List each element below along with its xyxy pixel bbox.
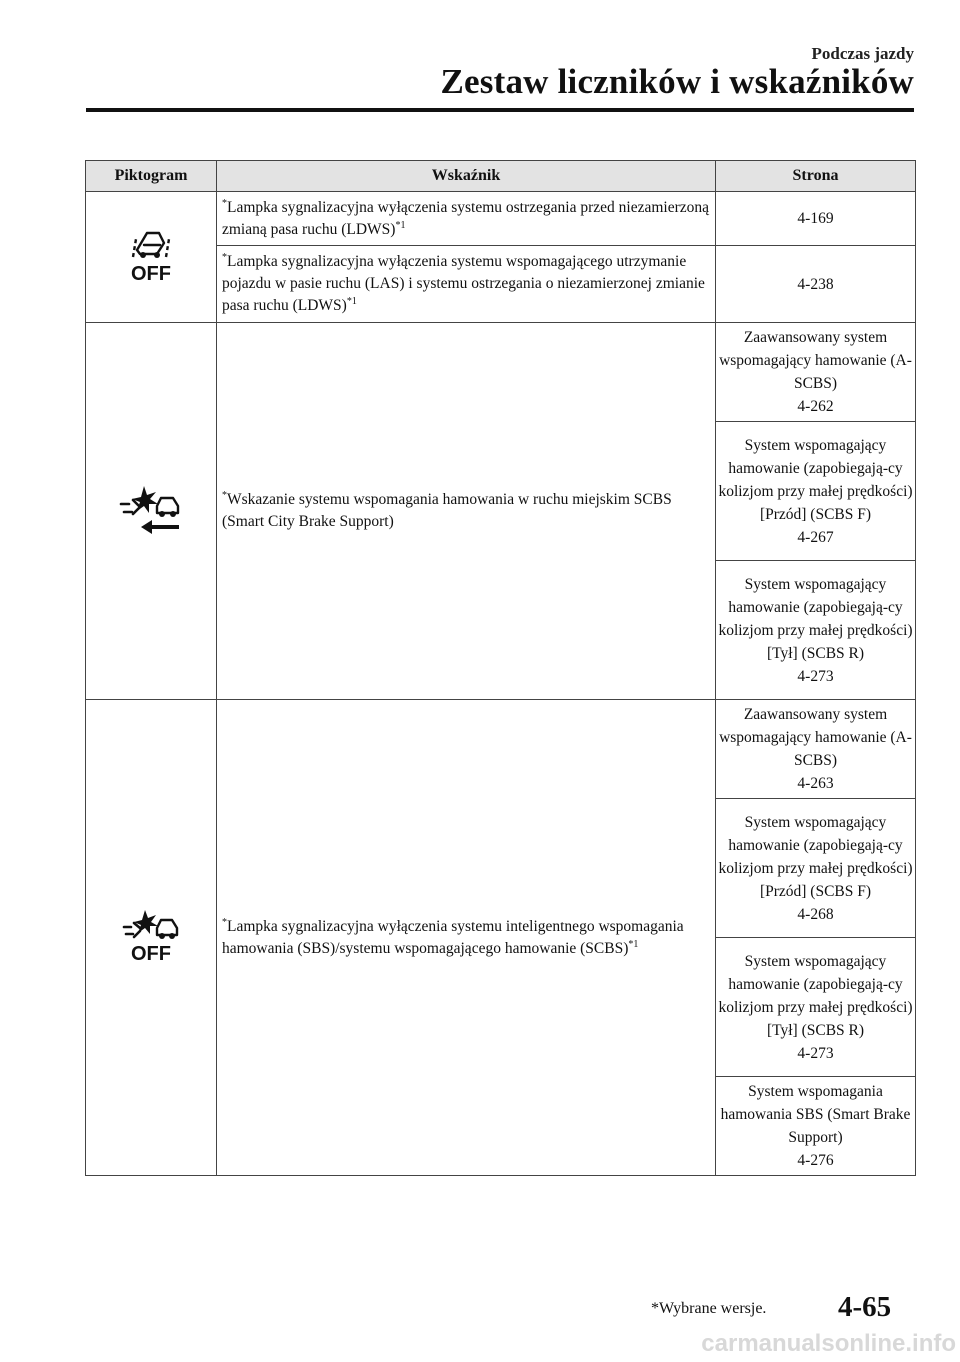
footnote: *Wybrane wersje. (651, 1300, 767, 1317)
table-row (86, 192, 916, 246)
pictogram-cell (86, 192, 217, 323)
title-rule (86, 108, 914, 112)
page-reference: 4-169 (716, 192, 916, 246)
page-reference: System wspomagający hamowanie (zapobiegają-cy kolizjom przy małej prędkości) [Tył] (SCBS R) 4-273 (716, 561, 916, 700)
table-header-row (86, 161, 916, 192)
page-reference: Zaawansowany system wspomagający hamowanie (A-SCBS) 4-262 (716, 323, 916, 422)
page-title: Zestaw liczników i wskaźników (440, 62, 914, 101)
page-number: 4-65 (838, 1291, 892, 1323)
svg-text:OFF: OFF (131, 943, 171, 963)
column-header-indicator: Wskaźnik (217, 161, 716, 192)
section-label: Podczas jazdy (811, 44, 914, 63)
column-header-page: Strona (716, 161, 916, 192)
indicator-description: *Lampka sygnalizacyjna wyłączenia systemu inteligentnego wspomagania hamowania (SBS)/systemu wspomagającego hamowanie (SCBS)$^{*1}$ (217, 700, 716, 1176)
page-reference: System wspomagający hamowanie (zapobiegają-cy kolizjom przy małej prędkości) [Przód] (SCBS F) 4-268 (716, 799, 916, 938)
table-row (86, 700, 916, 799)
column-header-pictogram: Piktogram (86, 161, 217, 192)
watermark: carmanualsonline.info (701, 1330, 956, 1357)
indicator-description: *Lampka sygnalizacyjna wyłączenia systemu ostrzegania przed niezamierzoną zmianą pasa ruchu (LDWS)$^{*1}$ (217, 192, 716, 246)
page-reference: 4-238 (716, 246, 916, 323)
page-reference: Zaawansowany system wspomagający hamowanie (A-SCBS) 4-263 (716, 700, 916, 799)
page-reference: System wspomagający hamowanie (zapobiegają-cy kolizjom przy małej prędkości) [Tył] (SCBS R) 4-273 (716, 938, 916, 1077)
indicator-description: *Wskazanie systemu wspomagania hamowania w ruchu miejskim SCBS (Smart City Brake Support) (217, 323, 716, 700)
pictogram-cell (86, 700, 217, 1176)
indicator-table (85, 160, 916, 1176)
table-row (86, 323, 916, 422)
indicator-description: *Lampka sygnalizacyjna wyłączenia systemu wspomagającego utrzymanie pojazdu w pasie ruchu (LAS) i systemu ostrzegania o niezamierzonej zmianie pasa ruchu (LDWS)$^{*1}$ (217, 246, 716, 323)
ldws-off-icon (127, 226, 175, 284)
page-reference: System wspomagania hamowania SBS (Smart Brake Support) 4-276 (716, 1077, 916, 1176)
svg-text:OFF: OFF (131, 262, 171, 284)
page-reference: System wspomagający hamowanie (zapobiegają-cy kolizjom przy małej prędkości) [Przód] (SCBS F) 4-267 (716, 422, 916, 561)
scbs-brake-support-icon (117, 482, 185, 536)
pictogram-cell (86, 323, 217, 700)
sbs-scbs-off-icon (120, 907, 182, 963)
